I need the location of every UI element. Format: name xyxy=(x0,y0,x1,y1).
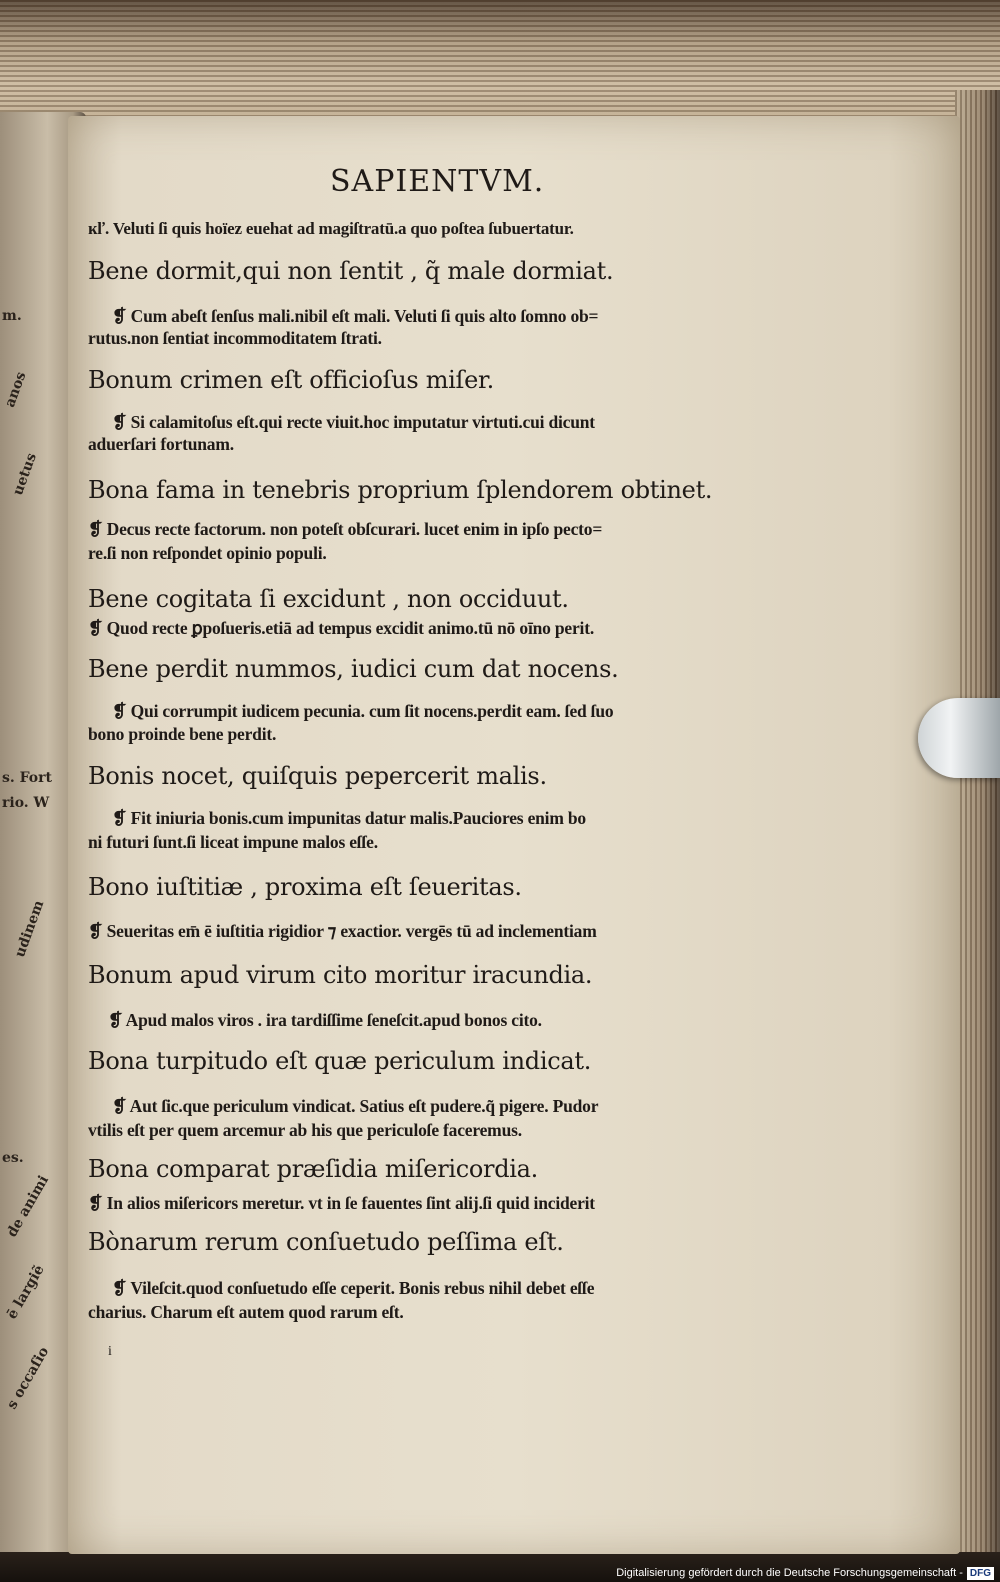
maxim-line: Bene dormit,qui non ſentit , q̃ male dormiat. xyxy=(88,257,614,285)
commentary-line: ❡ Quod recte ꝑpoſueris.etiā ad tempus excidit animo.tū nō oīno perit. xyxy=(88,618,595,638)
commentary-line: ❡ Si calamitoſus eſt.qui recte viuit.hoc imputatur virtuti.cui dicunt xyxy=(112,412,595,432)
page-heading: SAPIENTVM. xyxy=(330,164,545,199)
left-page-fragment: s occaſio xyxy=(4,1344,53,1412)
left-page-fragment: anos xyxy=(2,369,30,410)
commentary-line: ni futuri ſunt.ſi liceat impune malos eſſe. xyxy=(88,832,378,852)
dfg-logo: DFG xyxy=(967,1567,994,1580)
commentary-line: ❡ In alios miſericors meretur. vt in ſe fauentes ſint alij.ſi quid inciderit xyxy=(88,1193,595,1213)
maxim-line: Bono iuſtitiæ , proxima eſt ſeueritas. xyxy=(88,873,522,901)
left-page-fragment: de animi xyxy=(4,1172,52,1240)
maxim-line: Bona comparat præſidia miſericordia. xyxy=(88,1155,538,1183)
commentary-line: ❡ Aut ſic.que periculum vindicat. Satius eſt pudere.q̃ pigere. Pudor xyxy=(112,1096,599,1116)
commentary-line: ❡ Seueritas em̄ ē iuſtitia rigidior ⁊ exactior. vergēs tū ad inclementiam xyxy=(88,921,597,941)
left-page-fragment: rio. W xyxy=(2,795,50,811)
left-page-fragment: ē largiẽ xyxy=(4,1262,48,1322)
commentary-line: rutus.non ſentiat incommoditatem ſtrati. xyxy=(88,328,382,348)
commentary-line: aduerſari fortunam. xyxy=(88,434,234,454)
commentary-line: ❡ Cum abeſt ſenſus mali.nibil eſt mali. Veluti ſi quis alto ſomno ob= xyxy=(112,306,599,326)
left-page-fragment: s. Fort xyxy=(2,770,52,786)
left-page-fragment: m. xyxy=(2,308,22,324)
commentary-line: ❡ Fit iniuria bonis.cum impunitas datur malis.Pauciores enim bo xyxy=(112,808,586,828)
maxim-line: Bene perdit nummos, iudici cum dat nocens. xyxy=(88,655,619,683)
commentary-line: charius. Charum eſt autem quod rarum eſt. xyxy=(88,1302,404,1322)
commentary-line: re.ſi non reſpondet opinio populi. xyxy=(88,543,327,563)
digitization-credit xyxy=(616,1565,994,1581)
maxim-line: Bònarum rerum conſuetudo peſſima eſt. xyxy=(88,1228,564,1256)
left-page-fragment: es. xyxy=(2,1150,24,1166)
left-page-fragment: udinem xyxy=(12,898,48,960)
commentary-line: ❡ Vileſcit.quod conſuetudo eſſe ceperit. Bonis rebus nihil debet eſſe xyxy=(112,1278,595,1298)
maxim-line: Bona fama in tenebris proprium ſplendorem obtinet. xyxy=(88,476,713,504)
commentary-line: bono proinde bene perdit. xyxy=(88,724,277,744)
maxim-line: Bonum apud virum cito moritur iracundia. xyxy=(88,961,593,989)
credit-text: Digitalisierung gefördert durch die Deutsche Forschungsgemeinschaft - xyxy=(616,1567,963,1579)
commentary-line: vtilis eſt per quem arcemur ab his que periculoſe faceremus. xyxy=(88,1120,522,1140)
commentary-line: ❡ Decus recte factorum. non poteſt obſcurari. lucet enim in ipſo pecto= xyxy=(88,519,603,539)
maxim-line: Bene cogitata ſi excidunt , non occiduut. xyxy=(88,585,569,613)
maxim-line: Bona turpitudo eſt quæ periculum indicat. xyxy=(88,1047,592,1075)
left-page-fragment: uetus xyxy=(10,451,40,498)
maxim-line: Bonis nocet, quiſquis pepercerit malis. xyxy=(88,762,547,790)
text-line: ĸľ. Veluti ſi quis hoïez euehat ad magiſtratū.a quo poſtea ſubuertatur. xyxy=(88,219,574,238)
commentary-line: ❡ Apud malos viros . ira tardiſſime ſeneſcit.apud bonos cito. xyxy=(108,1010,542,1030)
commentary-line: ❡ Qui corrumpit iudicem pecunia. cum ſit nocens.perdit eam. ſed ſuo xyxy=(112,701,614,721)
maxim-line: Bonum crimen eſt officioſus miſer. xyxy=(88,366,494,394)
leaf-mark: i xyxy=(108,1344,112,1359)
